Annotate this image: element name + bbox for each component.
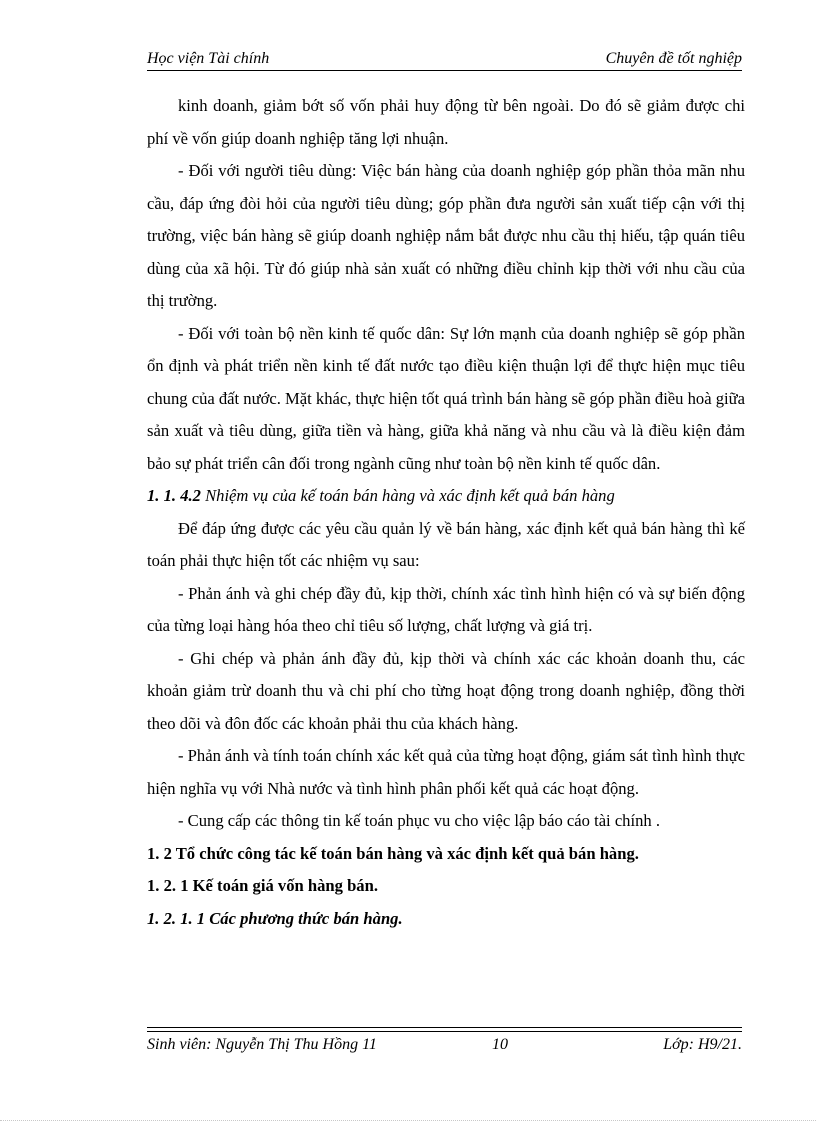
paragraph-task-4: - Cung cấp các thông tin kế toán phục vu cho việc lập báo cáo tài chính . xyxy=(178,811,660,830)
header-institution: Học viện Tài chính xyxy=(147,50,270,67)
paragraph-1: kinh doanh, giảm bớt số vốn phải huy động từ bên ngoài. Do đó sẽ giảm được chi phí về vốn giúp doanh nghiệp tăng lợi nhuận. xyxy=(147,96,745,148)
footer-rule-bottom xyxy=(147,1031,742,1032)
paragraph-national-economy: - Đối với toàn bộ nền kinh tế quốc dân: Sự lớn mạnh của doanh nghiệp sẽ góp phần ổn định và phát triển nền kinh tế đất nước tạo điều kiện thuận lợi để thực hiện mục tiêu chung của đất nước. Mặt khác, thực hiện tốt quá trình bán hàng sẽ góp phần điều hoà giữa sản xuất và tiêu dùng, giữa tiền và hàng, giữa khả năng và nhu cầu và là điều kiện đảm bảo sự phát triển cân đối trong ngành cũng như toàn bộ nền kinh tế quốc dân. xyxy=(147,323,745,473)
paragraph-consumers: - Đối với người tiêu dùng: Việc bán hàng của doanh nghiệp góp phần thỏa mãn nhu cầu, đáp ứng đòi hỏi của người tiêu dùng; góp phần đưa người sản xuất tiếp cận với thị trường, việc bán hàng sẽ giúp doanh nghiệp nắm bắt được nhu cầu thị hiếu, tập quán tiêu dùng của xã hội. Từ đó giúp nhà sản xuất có những điều chỉnh kịp thời với nhu cầu của thị trường. xyxy=(147,161,745,310)
page-number: 10 xyxy=(492,1036,508,1053)
section-heading-1-2: 1. 2 Tổ chức công tác kế toán bán hàng và xác định kết quả bán hàng. xyxy=(147,843,639,863)
header-rule xyxy=(147,70,742,71)
section-title: Nhiệm vụ của kế toán bán hàng và xác định kết quả bán hàng xyxy=(200,486,615,505)
paragraph-task-3: - Phản ánh và tính toán chính xác kết quả của từng hoạt động, giám sát tình hình thực hiện nghĩa vụ với Nhà nước và tình hình phân phối kết quả các hoạt động. xyxy=(147,746,745,798)
paragraph-task-2: - Ghi chép và phản ánh đầy đủ, kịp thời và chính xác các khoản doanh thu, các khoản giảm trừ doanh thu và chi phí cho từng hoạt động trong doanh nghiệp, đồng thời theo dõi và đôn đốc các khoản phải thu của khách hàng. xyxy=(147,648,745,733)
section-number: 1. 1. 4.2 xyxy=(147,486,201,505)
paragraph-task-1: - Phản ánh và ghi chép đầy đủ, kịp thời, chính xác tình hình hiện có và sự biến động của từng loại hàng hóa theo chỉ tiêu số lượng, chất lượng và giá trị. xyxy=(147,583,745,635)
body-text xyxy=(147,90,745,935)
footer-rule-top xyxy=(147,1027,742,1028)
footer-class: Lớp: H9/21. xyxy=(663,1036,742,1053)
page-footer xyxy=(147,1034,742,1078)
footer-student-name: Sinh viên: Nguyễn Thị Thu Hồng 11 xyxy=(147,1036,377,1053)
section-heading-1-2-1: 1. 2. 1 Kế toán giá vốn hàng bán. xyxy=(147,876,378,895)
header-document-type: Chuyên đề tốt nghiệp xyxy=(605,50,742,67)
page-boundary xyxy=(0,1120,816,1121)
page-header xyxy=(147,48,742,72)
section-heading-1-1-4-2 xyxy=(147,480,745,513)
paragraph-requirements: Để đáp ứng được các yêu cầu quản lý về bán hàng, xác định kết quả bán hàng thì kế toán phải thực hiện tốt các nhiệm vụ sau: xyxy=(147,518,745,570)
section-heading-1-2-1-1: 1. 2. 1. 1 Các phương thức bán hàng. xyxy=(147,908,403,928)
